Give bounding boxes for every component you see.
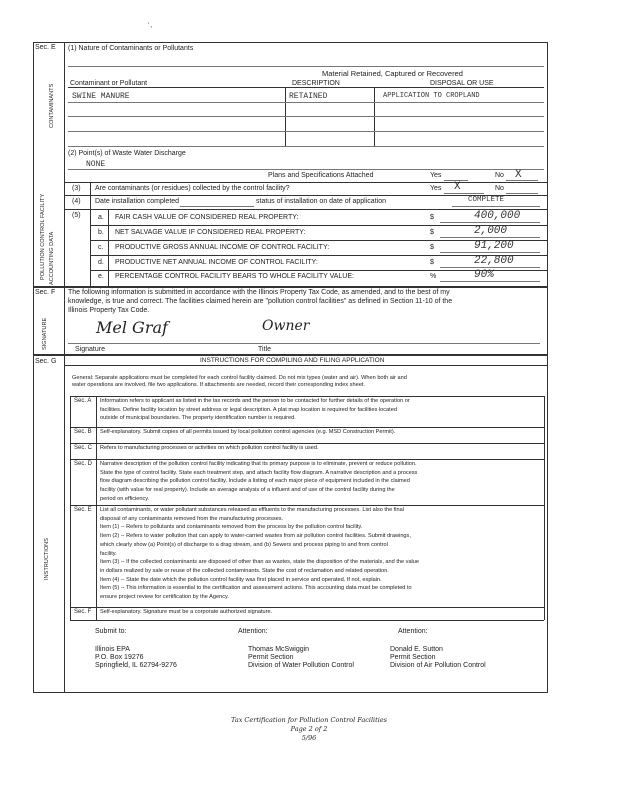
q3-yes: Yes xyxy=(430,185,442,192)
sec-e-side-label-3: ACCOUNTING DATA xyxy=(49,231,55,285)
q5-num: (5) xyxy=(72,212,81,219)
instruction-line: State the type of control facility. State each treatment step, and attach facility flow diagram. A narrative description and a process xyxy=(100,469,418,476)
q2-answer: NONE xyxy=(86,160,106,169)
submit-to-label: Submit to: xyxy=(95,628,127,635)
attention-label-1: Attention: xyxy=(238,628,268,635)
accounting-value: 91,200 xyxy=(474,240,514,252)
q4-status-value: COMPLETE xyxy=(468,196,505,204)
col-contaminant: Contaminant or Pollutant xyxy=(70,80,148,87)
sec-e-label: Sec. E xyxy=(35,44,56,51)
instruction-line: Narrative description of the pollution control facility indicating that its primary purpose is to eliminate, prevent or reduce pollution. xyxy=(100,461,417,467)
statement-line-2: knowledge, is true and correct. The facilities claimed herein are "pollution control facilities" as defined in Section 11-10 of the xyxy=(68,298,453,305)
instruction-line: Self-explanatory. Submit copies of all permits issued by local pollution control agencies (e.g. MSD Construction Permit). xyxy=(100,429,396,435)
instruction-line: facility (with value for real property). Include an average analysis of a influent and of use of the control facility during the xyxy=(100,487,395,494)
row-description: RETAINED xyxy=(289,92,328,101)
accounting-symbol: $ xyxy=(430,259,434,266)
accounting-label: PERCENTAGE CONTROL FACILITY BEARS TO WHOLE FACILITY VALUE: xyxy=(115,273,354,280)
instruction-label: Sec. B xyxy=(74,429,92,435)
instruction-line: Item (2) -- Refers to water pollution that can apply to water-carried wastes from air pollution control facilities. Submit drawings, xyxy=(100,533,411,540)
footer-date: 5/96 xyxy=(301,734,317,742)
accounting-value: 400,000 xyxy=(474,210,521,222)
instruction-label: Sec. C xyxy=(74,445,93,451)
row-contaminant: SWINE MANURE xyxy=(72,92,130,101)
instruction-line: Information refers to applicant as listed in the tax records and the person to be contacted for further details of the operation or xyxy=(100,398,410,404)
plans-yes: Yes xyxy=(430,172,442,179)
accounting-symbol: $ xyxy=(430,244,434,251)
instruction-line: outside of municipal boundaries. The property identification number is required. xyxy=(100,415,296,422)
accounting-symbol: % xyxy=(430,273,437,280)
instruction-line: List all contaminants, or water pollutant substances released as effluents to the manufacturing processes. List also the final xyxy=(100,507,404,513)
q3-label: Are contaminants (or residues) collected by the control facility? xyxy=(95,185,290,192)
address-air: Donald E. Sutton Permit Section Division of Air Pollution Control xyxy=(390,646,486,669)
title-value: Owner xyxy=(262,318,310,334)
instruction-label: Sec. F xyxy=(74,609,92,615)
sec-f-label: Sec. F xyxy=(35,289,56,296)
plans-no-check[interactable]: X xyxy=(515,169,522,181)
instruction-line: Item (4) -- State the date which the pollution control facility was first placed in service and operated. If not, explain. xyxy=(100,576,382,583)
top-mark: ' , xyxy=(148,23,153,29)
footer-page: Page 2 of 2 xyxy=(290,725,328,733)
instruction-line: which clearly show (a) Point(s) of discharge to a drag stream, and (b) Sewers and process piping to and from control xyxy=(100,541,388,548)
accounting-symbol: $ xyxy=(430,214,434,221)
q2-label: (2) Point(s) of Waste Water Discharge xyxy=(68,150,186,157)
sec-g-side-label: INSTRUCTIONS xyxy=(44,538,50,580)
plans-label: Plans and Specifications Attached xyxy=(268,172,374,179)
instruction-label: Sec. D xyxy=(74,461,93,467)
accounting-letter: e. xyxy=(98,273,104,280)
col-disposal: DISPOSAL OR USE xyxy=(430,80,494,87)
accounting-label: FAIR CASH VALUE OF CONSIDERED REAL PROPERTY: xyxy=(115,214,299,221)
sec-e-side-label: POLLUTION CONTROL FACILITY xyxy=(40,193,46,280)
signature: Mel Graf xyxy=(96,318,168,337)
accounting-letter: d. xyxy=(98,259,104,266)
accounting-symbol: $ xyxy=(430,229,434,236)
accounting-letter: a. xyxy=(98,214,104,221)
accounting-label: PRODUCTIVE GROSS ANNUAL INCOME OF CONTROL FACILITY: xyxy=(115,244,330,251)
address-epa: Illinois EPA P.O. Box 19276 Springfield, IL 62794-9276 xyxy=(95,646,177,669)
general-line-2: water operations are involved, file two applications. If attachments are needed, record their corresponding index sheet. xyxy=(72,382,365,388)
row-disposal: APPLICATION TO CROPLAND xyxy=(383,92,480,100)
accounting-value: 90% xyxy=(474,269,494,281)
instruction-line: facilities. Define facility location by street address or legal description. A plat map location is required for facilities located xyxy=(100,406,397,413)
sec-e-side-label-2: CONTAMINANTS xyxy=(49,83,55,128)
q4-status-label: status of installation on date of application xyxy=(256,198,386,205)
instruction-line: disposal of any contaminants removed from the manufacturing processes. xyxy=(100,515,284,522)
instruction-line: Refers to manufacturing processes or activities on which pollution control facility is used. xyxy=(100,445,319,451)
q4-label: Date installation completed xyxy=(95,198,180,205)
accounting-letter: c. xyxy=(98,244,104,251)
accounting-value: 22,800 xyxy=(474,255,514,267)
instruction-line: flow diagram describing the pollution control facility. Include a listing of each major piece of equipment included in the claimed xyxy=(100,478,410,485)
accounting-label: PRODUCTIVE NET ANNUAL INCOME OF CONTROL FACILITY: xyxy=(115,259,318,266)
instruction-line: period on efficiency. xyxy=(100,495,150,502)
footer-title: Tax Certification for Pollution Control Facilities xyxy=(230,716,388,724)
title-label: Title xyxy=(258,346,271,353)
accounting-letter: b. xyxy=(98,229,104,236)
instructions-heading: INSTRUCTIONS FOR COMPILING AND FILING APPLICATION xyxy=(200,357,385,364)
footer xyxy=(0,716,618,743)
sec-f-side-label: SIGNATURE xyxy=(42,317,48,350)
q1-label: (1) Nature of Contaminants or Pollutants xyxy=(68,45,194,52)
attention-label-2: Attention: xyxy=(398,628,428,635)
q3-num: (3) xyxy=(72,185,81,192)
accounting-label: NET SALVAGE VALUE IF CONSIDERED REAL PROPERTY: xyxy=(115,229,306,236)
instruction-line: ensure project review for certification by the Agency. xyxy=(100,594,229,600)
instruction-line: Item (1) -- Refers to pollutants and contaminants removed from the process by the pollution control facility. xyxy=(100,524,363,531)
signature-label: Signature xyxy=(75,346,105,353)
instruction-line: Item (5) -- This information is essential to the certification and assessment actions. This accounting data must be completed to xyxy=(100,585,412,592)
accounting-value: 2,000 xyxy=(474,225,508,237)
instruction-line: facility. xyxy=(100,550,117,557)
instruction-line: in dollars realized by sale or reuse of the collected contaminants. State the cost of reclamation and related operation. xyxy=(100,567,389,574)
instruction-line: Item (3) -- If the collected contaminants are disposed of other than as wastes, state the disposition of the materials, and the value xyxy=(100,559,420,566)
material-header: Material Retained, Captured or Recovered xyxy=(322,69,463,78)
col-description: DESCRIPTION xyxy=(292,80,340,87)
statement-line-3: Illinois Property Tax Code. xyxy=(68,307,150,314)
q3-yes-check[interactable]: X xyxy=(454,181,461,193)
instruction-label: Sec. E xyxy=(74,507,92,513)
sec-g-label: Sec. G xyxy=(35,358,57,365)
q4-num: (4) xyxy=(72,198,81,205)
plans-no: No xyxy=(495,172,504,179)
instruction-line: Self-explanatory. Signature must be a corporate authorized signature. xyxy=(100,609,273,615)
general-line-1: General: Separate applications must be completed for each control facility claimed. Do not mix types (water and air). When both air and xyxy=(72,375,407,381)
instruction-label: Sec. A xyxy=(74,398,92,404)
address-water: Thomas McSwiggin Permit Section Division of Water Pollution Control xyxy=(248,646,354,669)
q3-no: No xyxy=(495,185,504,192)
statement-line-1: The following information is submitted in accordance with the Illinois Property Tax Code, as amended, and to the best of my xyxy=(68,289,450,296)
